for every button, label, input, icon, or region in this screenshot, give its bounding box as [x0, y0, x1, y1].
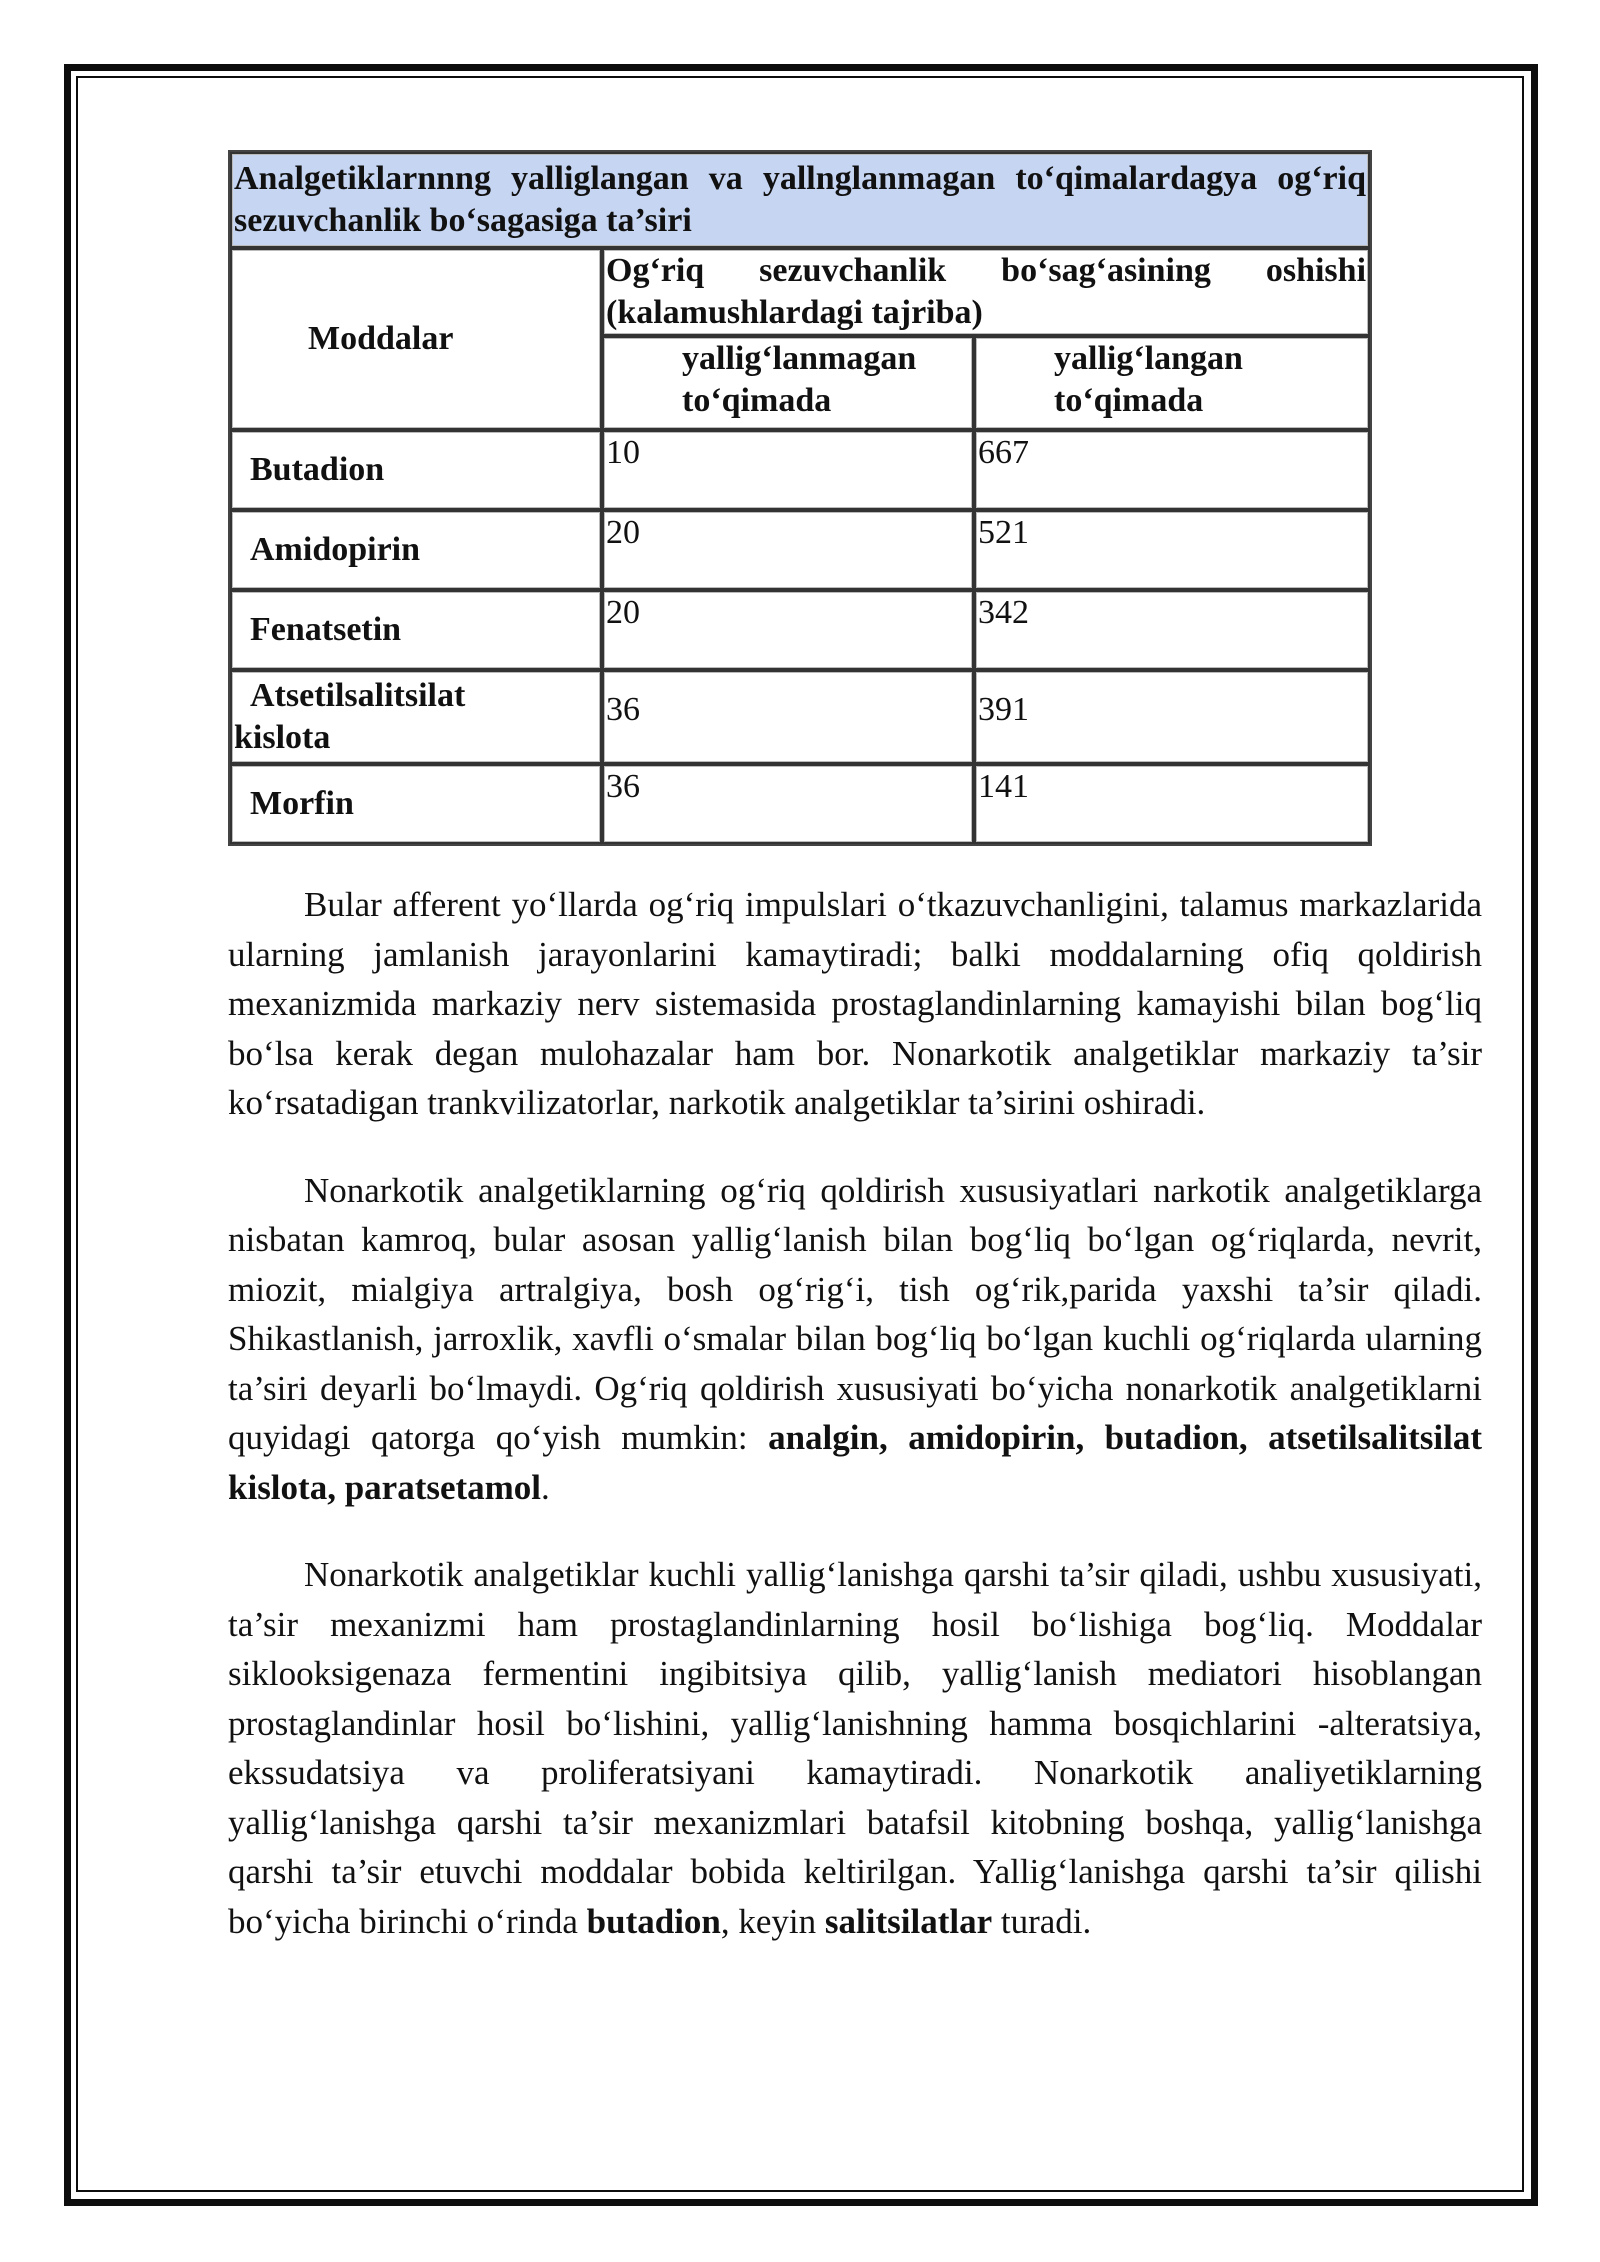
table-row — [230, 670, 1370, 764]
substance-name-text: Amidopirin — [250, 531, 421, 568]
substance-name — [230, 510, 602, 590]
paragraph-2-text: Nonarkotik analgetiklarning og‘riq qoldirish xususiyatlari narkotik analgetiklarga nisbatan kamroq, bular asosan yallig‘lanish bilan bog‘liq bo‘lgan og‘riqlarda, nevrit, miozit, mialgiya artralgiya, bosh og‘rig‘i, tish og‘rik,parida yaxshi ta’sir qiladi. Shikastlanish, jarroxlik, xavfli o‘smalar bilan bog‘liq bo‘lgan kuchli og‘riqlarda ularning ta’siri deyarli bo‘lmaydi. Og‘riq qoldirish xususiyati bo‘yicha nonarkotik analgetiklarni quyidagi qatorga qo‘yish mumkin: — [228, 1170, 1482, 1457]
paragraph-3 — [228, 1550, 1482, 1946]
value-non-inflamed: 36 — [602, 764, 974, 844]
paragraph-2-bold-drug-list: analgin, amidopirin, butadion, atsetilsalitsilat kislota, paratsetamol — [228, 1418, 1482, 1507]
value-inflamed: 141 — [974, 764, 1370, 844]
substance-name-text: Morfin — [250, 785, 354, 822]
table-row — [230, 430, 1370, 510]
substance-name — [230, 764, 602, 844]
header-non-inflamed-label: yallig‘lanmagan to‘qimada — [682, 340, 917, 419]
substance-name-line2: kislota — [234, 719, 331, 756]
header-inflamed-tissue — [974, 336, 1370, 430]
value-non-inflamed: 20 — [602, 510, 974, 590]
paragraph-3-text: Nonarkotik analgetiklar kuchli yallig‘lanishga qarshi ta’sir qiladi, ushbu xususiyati, ta’sir mexanizmi ham prostaglandinlarning hosil bo‘lishiga bog‘liq. Moddalar siklooksigenaza fermentini ingibitsiya qilib, yallig‘lanish mediatori hisoblangan prostaglandinlar hosil bo‘lishini, yallig‘lanishning hamma bosqichlarini -alteratsiya, ekssudatsiya va proliferatsiyani kamaytiradi. Nonarkotik analiyetiklarning yallig‘lanishga qarshi ta’sir mexanizmlari batafsil kitobning boshqa, yallig‘lanishga qarshi ta’sir etuvchi moddalar bobida keltirilgan. Yallig‘lanishga qarshi ta’sir qilishi bo‘yicha birinchi o‘rinda — [228, 1555, 1482, 1941]
table-row — [230, 510, 1370, 590]
paragraph-2-end: . — [541, 1467, 550, 1507]
value-non-inflamed-text: 36 — [606, 691, 640, 728]
header-inflamed-label: yallig‘langan to‘qimada — [1054, 340, 1243, 419]
substance-name — [230, 430, 602, 510]
substance-name-text: Butadion — [250, 451, 385, 488]
substance-name — [230, 670, 602, 764]
value-inflamed: 342 — [974, 590, 1370, 670]
substance-name — [230, 590, 602, 670]
paragraph-3-mid: , keyin — [720, 1901, 825, 1941]
paragraph-3-bold-salitsilatlar: salitsilatlar — [824, 1901, 993, 1941]
table-title: Analgetiklarnnng yalliglangan va yallnglanmagan to‘qimalardagya og‘riq sezuvchanlik bo‘sagasiga ta’siri — [230, 152, 1370, 248]
substance-name-text: Fenatsetin — [250, 611, 402, 648]
value-inflamed-text: 391 — [978, 691, 1029, 728]
table-row — [230, 764, 1370, 844]
table-row — [230, 590, 1370, 670]
substance-name-line1: Atsetilsalitsilat — [250, 677, 466, 714]
table-title-row — [230, 152, 1370, 248]
value-non-inflamed — [602, 670, 974, 764]
paragraph-1: Bular afferent yo‘llarda og‘riq impulslari o‘tkazuvchanligini, talamus markazlarida ularning jamlanish jarayonlarini kamaytiradi; balki moddalarning ofiq qoldirish mexanizmida markaziy nerv sistemasida prostaglandinlarning kamayishi bilan bog‘liq bo‘lsa kerak degan mulohazalar ham bor. Nonarkotik analgetiklar markaziy ta’sir ko‘rsatadigan trankvilizatorlar, narkotik analgetiklar ta’sirini oshiradi. — [228, 885, 1482, 1122]
paragraph-2 — [228, 1166, 1482, 1513]
value-non-inflamed: 20 — [602, 590, 974, 670]
analgesic-threshold-table — [228, 150, 1372, 846]
paragraph-3-bold-butadion: butadion — [586, 1901, 721, 1941]
value-non-inflamed: 10 — [602, 430, 974, 510]
paragraph-3-end: turadi. — [992, 1901, 1092, 1941]
value-inflamed — [974, 670, 1370, 764]
table-header-row — [230, 248, 1370, 336]
page-content — [228, 150, 1482, 1946]
value-inflamed: 667 — [974, 430, 1370, 510]
header-threshold-increase: Og‘riq sezuvchanlik bo‘sag‘asining oshishi (kalamushlardagi tajriba) — [602, 248, 1370, 336]
value-inflamed: 521 — [974, 510, 1370, 590]
header-substances: Moddalar — [230, 248, 602, 430]
header-non-inflamed-tissue — [602, 336, 974, 430]
